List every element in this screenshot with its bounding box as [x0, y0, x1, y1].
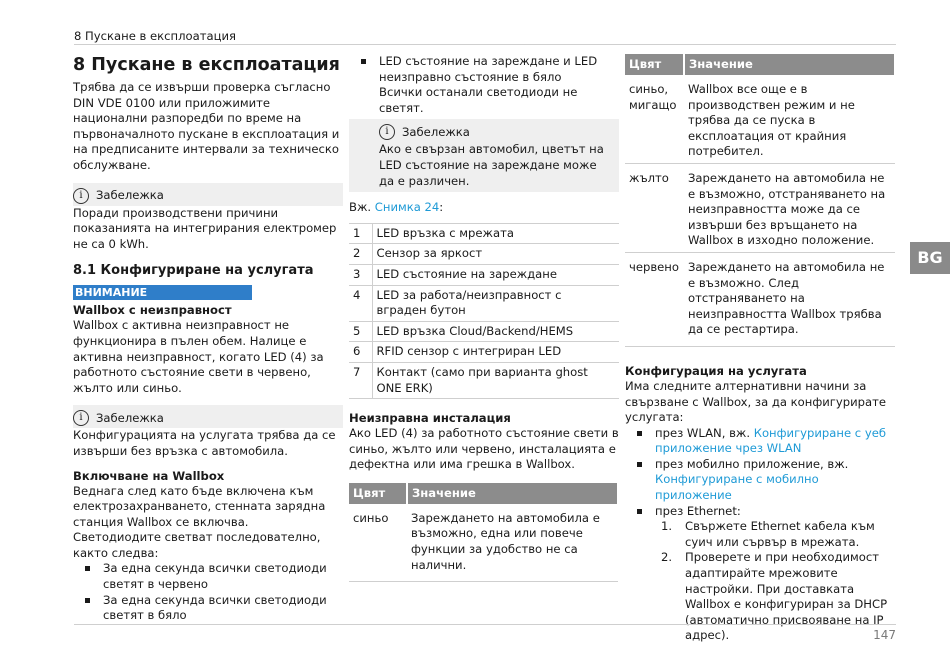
- table-header: Цвят: [625, 54, 684, 75]
- table-cell: червено: [625, 252, 684, 346]
- table-cell: синьо: [349, 504, 407, 582]
- list-item: през WLAN, вж. Конфигуриране с уеб приложение чрез WLAN: [625, 426, 896, 457]
- list-item: За една секунда всички светодиоди светят в бяло: [73, 593, 343, 624]
- warning-badge: ВНИМАНИЕ: [73, 285, 252, 300]
- list-item-text: Всички останали светодиоди не светят.: [379, 85, 578, 115]
- table-row: [625, 252, 895, 346]
- subheading: Неизправна инсталация: [349, 411, 511, 426]
- header-divider: [74, 44, 896, 45]
- note-label: Забележка: [96, 410, 164, 425]
- intro-paragraph: Трябва да се извърши проверка съгласно DIN VDE 0100 или приложимите национални разпоредби по време на първоначалното пускане в експлоатация и на предписаните интервали за техническо обслужване.: [73, 80, 340, 172]
- note-box: [73, 405, 343, 459]
- row-text: RFID сензор с интегриран LED: [372, 342, 619, 363]
- table-cell: Зареждането на автомобила е възможно, една или повече функции за удобство не са налични.: [407, 504, 618, 582]
- note-text: Поради производствени причини показанията на интегрирания електромер не са 0 kWh.: [73, 206, 343, 253]
- row-text: LED връзка с мрежата: [372, 223, 619, 244]
- table-row: [349, 244, 619, 265]
- note-text: Ако е свързан автомобил, цветът на LED състояние на зареждане може да е различен.: [379, 142, 604, 188]
- subheading: Конфигурация на услугата: [625, 363, 807, 378]
- row-number: 4: [349, 285, 372, 321]
- footer-divider: [74, 624, 896, 625]
- table-row: [349, 321, 619, 342]
- list-item: през Ethernet:: [625, 504, 896, 520]
- list-item: 1. Свържете Ethernet кабела към суич или сървър в мрежата.: [661, 519, 875, 549]
- bullet-list: [625, 426, 896, 520]
- note-label: Забележка: [402, 124, 470, 139]
- note-label: Забележка: [96, 187, 164, 202]
- middle-column: [349, 54, 619, 582]
- row-text: Сензор за яркост: [372, 244, 619, 265]
- note-box: [73, 183, 343, 253]
- table-row: [349, 285, 619, 321]
- wlan-config-link[interactable]: Конфигуриране с уеб приложение чрез WLAN: [655, 425, 886, 456]
- warning-title: Wallbox с неизправност: [73, 303, 232, 318]
- table-row: [349, 264, 619, 285]
- paragraph: Ако LED (4) за работното състояние свети в синьо, жълто или червено, инсталацията е дефектна или има грешка в Wallbox.: [349, 426, 619, 472]
- figure-link[interactable]: Снимка 24: [374, 200, 440, 215]
- figure-reference: Вж. Снимка 24:: [349, 200, 444, 215]
- table-row: [625, 163, 895, 252]
- warning-text: Wallbox с активна неизправност не функционира в пълен обем. Налице е активна неизправност, когато LED (4) за работното състояние свети в червено, жълто или синьо.: [73, 318, 324, 395]
- row-number: 5: [349, 321, 372, 342]
- table-row: [349, 362, 619, 398]
- list-item: 2. Проверете и при необходимост адаптирайте мрежовите настройки. При доставката Wallbox е конфигуриран за DHCP (автоматично присвояване на IP адрес).: [661, 550, 888, 643]
- running-header: 8 Пускане в експлоатация: [74, 29, 236, 43]
- row-number: 7: [349, 362, 372, 398]
- bullet-list: [73, 561, 343, 623]
- row-text: LED за работа/неизправност с вграден бутон: [372, 285, 619, 321]
- list-item: [349, 54, 619, 116]
- paragraph: Има следните алтернативни начини за свързване с Wallbox, за да конфигурирате услугата:: [625, 378, 886, 425]
- paragraph: Светодиодите светват последователно, както следва:: [73, 530, 321, 560]
- row-text: Контакт (само при варианта ghost ONE ERK): [372, 362, 619, 398]
- row-text: LED връзка Cloud/Backend/HEMS: [372, 321, 619, 342]
- left-column: [73, 54, 343, 624]
- table-row: [349, 504, 618, 582]
- table-row: [625, 75, 895, 163]
- table-header: Значение: [407, 483, 618, 504]
- table-cell: Зареждането на автомобила не е възможно, отстраняването на неизправността може да се извърши без връщането на Wallbox в изходно положение.: [684, 163, 895, 252]
- language-tab: BG: [910, 242, 950, 274]
- page-title: 8 Пускане в експлоатация: [73, 55, 340, 75]
- note-text: Конфигурацията на услугата трябва да се извърши без връзка с автомобила.: [73, 428, 343, 459]
- page-number: 147: [873, 628, 896, 642]
- list-item: За една секунда всички светодиоди светят в червено: [73, 561, 343, 592]
- info-icon: i: [379, 124, 395, 140]
- info-icon: i: [73, 410, 89, 426]
- table-cell: Wallbox все още е в производствен режим и не трябва да се пуска в експлоатация от крайния потребител.: [684, 75, 895, 163]
- subheading: Включване на Wallbox: [73, 468, 225, 483]
- bullet-list: [349, 54, 619, 116]
- note-box: [349, 119, 619, 192]
- led-table: [349, 223, 619, 399]
- status-table: [625, 54, 896, 347]
- list-item-text: LED състояние на зареждане и LED неизправно състояние в бяло: [379, 54, 598, 84]
- table-cell: Зареждането на автомобила не е възможно. След отстраняването на неизправността Wallbox трябва да се рестартира.: [684, 252, 895, 346]
- table-header: Значение: [684, 54, 895, 75]
- row-number: 3: [349, 264, 372, 285]
- info-icon: i: [73, 188, 89, 204]
- table-cell: жълто: [625, 163, 684, 252]
- status-table: [349, 483, 619, 582]
- row-number: 6: [349, 342, 372, 363]
- table-header: Цвят: [349, 483, 407, 504]
- row-number: 1: [349, 223, 372, 244]
- right-column: [625, 54, 896, 644]
- table-row: [349, 342, 619, 363]
- row-text: LED състояние на зареждане: [372, 264, 619, 285]
- row-number: 2: [349, 244, 372, 265]
- numbered-list: [625, 519, 896, 644]
- paragraph: Веднага след като бъде включена към електрозахранването, стенната зарядна станция Wallbox се включва.: [73, 483, 326, 529]
- list-item: през мобилно приложение, вж. Конфигуриране с мобилно приложение: [625, 457, 896, 504]
- section-heading: 8.1 Конфигуриране на услугата: [73, 263, 314, 279]
- table-row: [349, 223, 619, 244]
- mobile-app-config-link[interactable]: Конфигуриране с мобилно приложение: [655, 472, 819, 503]
- table-cell: синьо, мигащо: [625, 75, 684, 163]
